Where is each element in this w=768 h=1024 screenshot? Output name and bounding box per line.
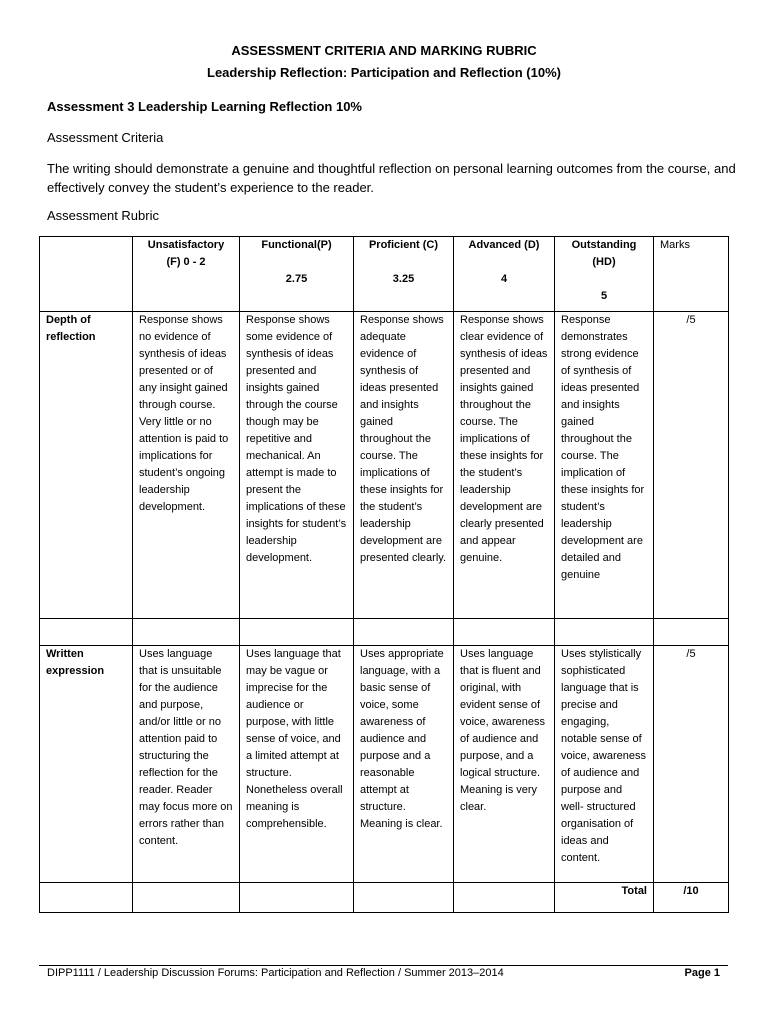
table-cell: Response shows adequate evidence of synthesis of ideas presented and insights gained throughout the course. The implications of these insights for the student’s leadership development are presented clearly. <box>354 312 454 619</box>
table-cell: Uses language that may be vague or imprecise for the audience or purpose, with little sense of voice, and a limited attempt at structure. Nonetheless overall meaning is comprehensible. <box>240 646 354 883</box>
header-functional: Functional(P) 2.75 <box>240 237 354 312</box>
footer-text: DIPP1111 / Leadership Discussion Forums: Participation and Reflection / Summer 2013–2014 <box>47 967 504 979</box>
document-title: ASSESSMENT CRITERIA AND MARKING RUBRIC <box>231 43 537 58</box>
table-cell: Uses appropriate language, with a basic sense of voice, some awareness of audience and purpose and a reasonable attempt at structure. Meaning is clear. <box>354 646 454 883</box>
table-cell: Response shows no evidence of synthesis of ideas presented or of any insight gained through course. Very little or no attention is paid to implications for student’s ongoing leadership development. <box>133 312 240 619</box>
footer-divider <box>39 965 728 966</box>
rubric-row-written <box>40 646 729 883</box>
row-label-depth: Depth of reflection <box>40 312 133 619</box>
rubric-row-depth <box>40 312 729 619</box>
table-cell: Uses stylistically sophisticated language that is precise and engaging, notable sense of voice, awareness of audience and purpose and well- structured organisation of ideas and content. <box>555 646 654 883</box>
header-marks: Marks <box>654 237 729 312</box>
table-cell: Response shows some evidence of synthesis of ideas presented and insights gained through the course though may be repetitive and mechanical. An attempt is made to present the implications of these insights for student’s leadership development. <box>240 312 354 619</box>
table-cell: Uses language that is fluent and original, with evident sense of voice, awareness of audience and purpose, and a logical structure. Meaning is very clear. <box>454 646 555 883</box>
marks-cell: /5 <box>654 646 729 883</box>
document-subtitle: Leadership Reflection: Participation and Reflection (10%) <box>207 65 561 80</box>
marks-cell: /5 <box>654 312 729 619</box>
assessment-heading: Assessment 3 Leadership Learning Reflection 10% <box>47 99 362 114</box>
total-value: /10 <box>654 883 729 913</box>
total-label: Total <box>555 883 654 913</box>
header-advanced: Advanced (D) 4 <box>454 237 555 312</box>
rubric-spacer-row <box>40 619 729 646</box>
page-number: Page 1 <box>684 967 720 979</box>
criteria-paragraph: The writing should demonstrate a genuine and thoughtful reflection on personal learning outcomes from the course, and effectively convey the student’s experience to the reader. <box>47 161 736 195</box>
header-corner-cell <box>40 237 133 312</box>
rubric-total-row <box>40 883 729 913</box>
table-cell: Uses language that is unsuitable for the audience and purpose, and/or little or no attention paid to structuring the reflection for the reader. Reader may focus more on errors rather than content. <box>133 646 240 883</box>
row-label-written: Written expression <box>40 646 133 883</box>
table-cell: Response shows clear evidence of synthesis of ideas presented and insights gained throughout the course. The implications of these insights for the student’s leadership development are clearly presented and appear genuine. <box>454 312 555 619</box>
criteria-heading: Assessment Criteria <box>47 130 164 145</box>
header-proficient: Proficient (C) 3.25 <box>354 237 454 312</box>
rubric-table <box>39 236 729 913</box>
rubric-header-row <box>40 237 729 312</box>
header-unsatisfactory: Unsatisfactory (F) 0 - 2 <box>133 237 240 312</box>
header-outstanding: Outstanding (HD) 5 <box>555 237 654 312</box>
rubric-heading: Assessment Rubric <box>47 208 159 223</box>
table-cell: Response demonstrates strong evidence of synthesis of ideas presented and insights gained throughout the course. The implication of these insights for student’s leadership development are detailed and genuine <box>555 312 654 619</box>
